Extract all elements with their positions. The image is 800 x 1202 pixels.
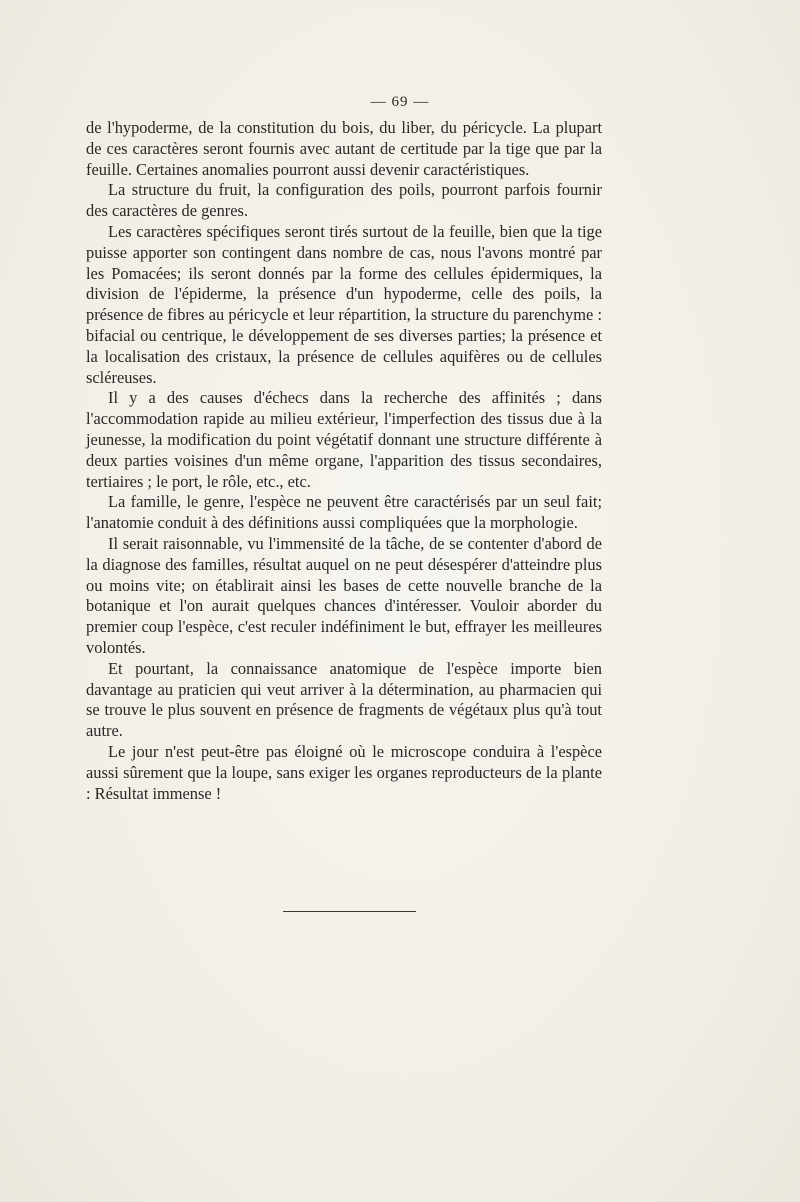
- paragraph-7: Et pourtant, la connaissance anatomique de l'espèce importe bien davantage au praticien qui veut arriver à la détermination, au pharmacien qui se trouve le plus souvent en présence de fragments de végétaux plus qu'à tout autre.: [86, 658, 602, 741]
- body-text: [86, 118, 602, 804]
- end-rule: [283, 911, 416, 912]
- paragraph-4: Il y a des causes d'échecs dans la recherche des affinités ; dans l'accommodation rapide au milieu extérieur, l'imperfection des tissus due à la jeunesse, la modification du point végétatif donnant une structure différente à deux parties voisines d'un même organe, l'apparition des tissus secondaires, tertiaires ; le port, le rôle, etc., etc.: [86, 388, 602, 491]
- page-number: — 69 —: [370, 94, 430, 110]
- paragraph-2: La structure du fruit, la configuration des poils, pourront parfois fournir des caractères de genres.: [86, 180, 602, 221]
- paragraph-8: Le jour n'est peut-être pas éloigné où le microscope conduira à l'espèce aussi sûrement que la loupe, sans exiger les organes reproducteurs de la plante : Résultat immense !: [86, 741, 602, 803]
- paragraph-5: La famille, le genre, l'espèce ne peuvent être caractérisés par un seul fait; l'anatomie conduit à des définitions aussi compliquées que la morphologie.: [86, 492, 602, 533]
- paragraph-3: Les caractères spécifiques seront tirés surtout de la feuille, bien que la tige puisse apporter son contingent dans nombre de cas, nous l'avons montré par les Pomacées; ils seront donnés par la forme des cellules épidermiques, la division de l'épiderme, la présence d'un hypoderme, celle des poils, la présence de fibres au péricycle et leur répartition, la structure du parenchyme : bifacial ou centrique, le développement de ses diverses parties; la présence et la localisation des cristaux, la présence de cellules aquifères ou de cellules scléreuses.: [86, 221, 602, 387]
- paragraph-6: Il serait raisonnable, vu l'immensité de la tâche, de se contenter d'abord de la diagnose des familles, résultat auquel on ne peut désespérer d'atteindre plus ou moins vite; on établirait ainsi les bases de cette nouvelle branche de la botanique et l'on aurait quelques chances d'intéresser. Vouloir aborder du premier coup l'espèce, c'est reculer indéfiniment le but, effrayer les meilleures volontés.: [86, 533, 602, 657]
- paragraph-1: de l'hypoderme, de la constitution du bois, du liber, du péricycle. La plupart de ces caractères seront fournis avec autant de certitude par la tige que par la feuille. Certaines anomalies pourront aussi devenir caractéristiques.: [86, 118, 602, 179]
